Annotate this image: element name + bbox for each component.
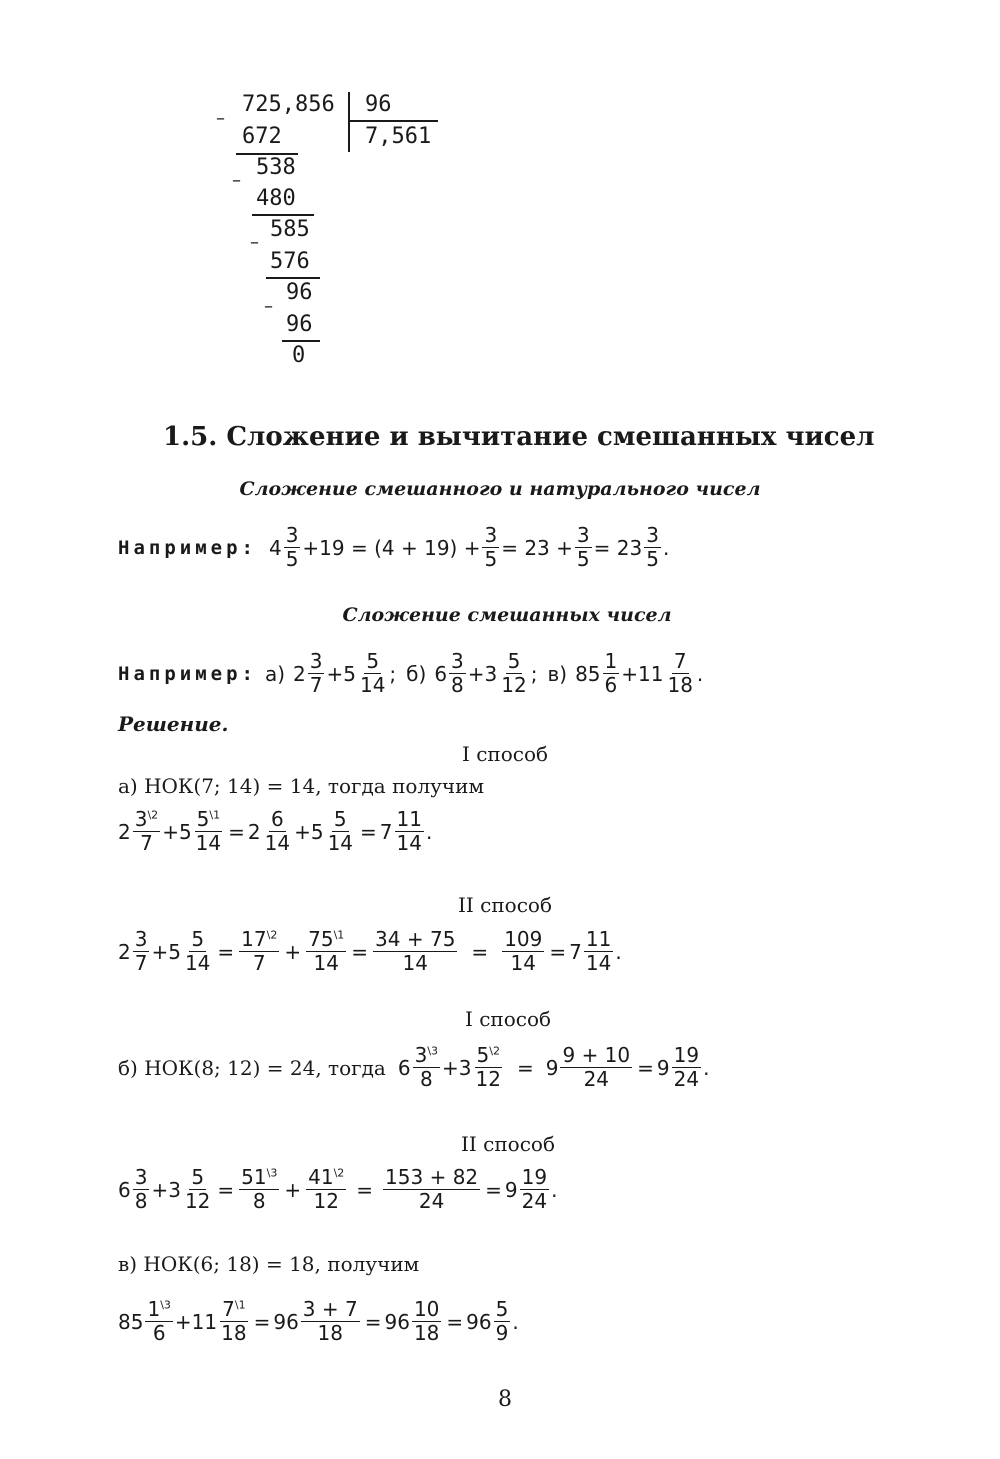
math-token: =: [516, 1055, 534, 1080]
math-token: 9: [656, 1055, 670, 1080]
fraction: [603, 650, 620, 697]
subsection-title-2: Сложение смешанных чисел: [342, 604, 672, 626]
fraction: [413, 1044, 440, 1091]
math-token: 3: [576, 523, 590, 547]
math-token: =: [471, 939, 489, 964]
math-token: $17^{\backslash 2}$: [241, 927, 278, 951]
math-token: 5: [191, 1165, 205, 1189]
math-token: +11: [174, 1309, 218, 1334]
math-token: =: [228, 819, 245, 844]
solution-a-method2: [118, 928, 622, 975]
math-token: 34 + 75: [375, 927, 456, 951]
math-token: 5: [646, 547, 659, 571]
division-step: 480: [256, 186, 296, 211]
math-token: 3 + 7: [302, 1297, 358, 1321]
math-token: 2: [247, 819, 261, 844]
fraction: [665, 650, 694, 697]
example-label: Например:: [118, 662, 257, 685]
math-token: 7: [140, 831, 153, 855]
division-vertical-line: [348, 92, 350, 152]
method-heading: I способ: [461, 742, 549, 766]
dividend: 725,856: [242, 92, 335, 117]
math-token: = 23 +: [501, 535, 573, 560]
math-token: 8: [419, 1067, 433, 1091]
math-token: $75^{\backslash 1}$: [308, 927, 345, 951]
page-number: 8: [498, 1387, 512, 1412]
math-token: 19: [521, 1165, 548, 1189]
math-token: 5: [196, 807, 210, 831]
math-token: 10: [413, 1297, 440, 1321]
math-token: 14: [510, 951, 536, 975]
solution-c: [118, 1298, 519, 1345]
fraction: [502, 928, 544, 975]
math-token: =: [637, 1055, 654, 1080]
math-token: 12: [501, 673, 527, 697]
math-token: +3: [151, 1177, 181, 1202]
math-token: 18: [413, 1321, 440, 1345]
division-step: 96: [286, 312, 313, 337]
math-token: 7: [252, 951, 266, 975]
math-token: 19: [673, 1043, 700, 1067]
math-token: $51^{\backslash 3}$: [241, 1165, 278, 1189]
math-token: =: [549, 939, 567, 964]
math-token: 2: [293, 661, 306, 686]
math-token: 3: [646, 523, 659, 547]
math-token: 3: [414, 1043, 428, 1067]
fraction: [326, 808, 355, 855]
math-token: 6: [270, 807, 284, 831]
math-token: 109: [504, 927, 543, 951]
division-step: 672: [242, 124, 282, 149]
math-token: 3: [134, 1165, 148, 1189]
fraction: [133, 1166, 150, 1213]
math-token: =: [356, 1177, 374, 1202]
section-title: 1.5. Сложение и вычитание смешанных чисел: [163, 422, 875, 452]
math-token: 7: [379, 819, 393, 844]
method-heading: II способ: [460, 1132, 555, 1156]
math-token: 12: [313, 1189, 339, 1213]
fraction: [584, 928, 613, 975]
division-step: 0: [292, 343, 306, 368]
division-step: 576: [270, 249, 310, 274]
math-token: +11: [621, 661, 664, 686]
math-token: 85: [118, 1309, 144, 1334]
fraction: [183, 1166, 212, 1213]
fraction: [575, 524, 592, 571]
math-token: 5: [484, 547, 498, 571]
math-token: 3: [134, 927, 148, 951]
division-rule: [252, 214, 314, 216]
minus-sign: –: [264, 296, 273, 317]
division-step: 538: [256, 155, 296, 180]
math-token: +3: [467, 661, 498, 686]
fraction: [412, 1298, 441, 1345]
math-token: 5: [285, 547, 299, 571]
fraction: [644, 524, 661, 571]
minus-sign: –: [216, 108, 225, 129]
math-token: 17: [241, 927, 267, 951]
fraction: [219, 1298, 248, 1345]
solution-line-b: б) НОК(8; 12) = 24, тогда: [118, 1055, 386, 1080]
fraction: [449, 650, 466, 697]
math-token: 6: [434, 661, 448, 686]
math-token: 75: [308, 927, 334, 951]
math-token: =: [351, 939, 369, 964]
math-token: а): [264, 661, 286, 686]
math-token: в): [547, 661, 568, 686]
fraction: [560, 1044, 632, 1091]
math-token: $7^{\backslash 1}$: [222, 1297, 246, 1321]
math-token: =: [360, 819, 377, 844]
math-token: 24: [583, 1067, 610, 1091]
math-token: .: [703, 1055, 710, 1080]
fraction: [263, 808, 292, 855]
math-token: 3: [451, 649, 464, 673]
math-token: +: [284, 1177, 302, 1202]
math-token: 14: [313, 951, 339, 975]
fraction: [373, 928, 457, 975]
fraction: [306, 1166, 346, 1213]
math-token: $5^{\backslash 1}$: [196, 807, 221, 831]
fraction: [133, 928, 150, 975]
math-token: =: [446, 1309, 464, 1334]
math-token: .: [662, 535, 670, 560]
math-token: +: [284, 939, 302, 964]
math-token: 41: [308, 1165, 334, 1189]
fraction: [133, 808, 160, 855]
math-token: =: [217, 939, 235, 964]
math-token: =: [217, 1177, 235, 1202]
math-token: $3^{\backslash 2}$: [134, 807, 159, 831]
math-token: 3: [285, 523, 299, 547]
fraction: [183, 928, 212, 975]
math-token: 7: [569, 939, 582, 964]
math-token: = 23: [593, 535, 643, 560]
math-token: 18: [317, 1321, 343, 1345]
math-token: 96: [384, 1309, 410, 1334]
solution-line-a: а) НОК(7; 14) = 14, тогда получим: [118, 774, 485, 798]
math-token: 2: [118, 819, 131, 844]
fraction: [494, 1298, 511, 1345]
minus-sign: –: [250, 232, 259, 253]
math-token: 11: [396, 807, 422, 831]
math-token: 51: [241, 1165, 267, 1189]
math-token: +5: [294, 819, 324, 844]
math-token: 11: [585, 927, 612, 951]
division-rule: [266, 277, 320, 279]
math-token: 8: [134, 1189, 148, 1213]
math-token: 14: [585, 951, 612, 975]
math-token: =: [253, 1309, 271, 1334]
math-token: 3: [134, 807, 148, 831]
math-token: 2: [118, 939, 131, 964]
example-1: [118, 524, 669, 571]
math-token: 8: [451, 673, 464, 697]
fraction: [383, 1166, 480, 1213]
fraction: [145, 1298, 172, 1345]
fraction: [308, 650, 325, 697]
solution-b-method1: [118, 1044, 709, 1091]
fraction: [194, 808, 223, 855]
math-token: 5: [576, 547, 590, 571]
math-token: =: [485, 1177, 502, 1202]
math-token: 14: [195, 831, 222, 855]
math-token: 3: [484, 523, 498, 547]
math-token: 96: [466, 1309, 492, 1334]
math-token: .: [551, 1177, 558, 1202]
fraction: [284, 524, 301, 571]
math-token: ;: [389, 661, 397, 686]
fraction: [358, 650, 387, 697]
solution-line-c: в) НОК(6; 18) = 18, получим: [118, 1252, 420, 1276]
method-heading: I способ: [464, 1007, 552, 1031]
math-token: $3^{\backslash 3}$: [414, 1043, 439, 1067]
math-token: 5: [476, 1043, 490, 1067]
math-token: 18: [667, 673, 693, 697]
math-token: 24: [418, 1189, 445, 1213]
method-heading: II способ: [457, 893, 552, 917]
minus-sign: –: [232, 170, 241, 191]
math-token: 5: [495, 1297, 509, 1321]
solution-label: Решение.: [118, 712, 229, 736]
math-token: 18: [221, 1321, 247, 1345]
math-token: +5: [162, 819, 192, 844]
math-token: 5: [507, 649, 521, 673]
math-token: 6: [604, 673, 618, 697]
fraction: [474, 1044, 503, 1091]
math-token: 5: [191, 927, 205, 951]
math-token: 5: [366, 649, 380, 673]
math-token: 12: [184, 1189, 211, 1213]
math-token: 153 + 82: [385, 1165, 479, 1189]
math-token: 85: [575, 661, 601, 686]
math-token: $5^{\backslash 2}$: [476, 1043, 500, 1067]
math-token: 24: [521, 1189, 548, 1213]
fraction: [239, 928, 279, 975]
math-token: 7: [309, 673, 323, 697]
fraction: [239, 1166, 279, 1213]
math-token: 9: [504, 1177, 518, 1202]
math-token: 6: [118, 1177, 131, 1202]
solution-a-method1: [118, 808, 432, 855]
math-token: 12: [475, 1067, 501, 1091]
fraction: [482, 524, 499, 571]
math-token: ;: [530, 661, 538, 686]
math-token: 9: [545, 1055, 559, 1080]
math-token: 4: [268, 535, 282, 560]
math-token: 14: [402, 951, 428, 975]
math-token: 7: [673, 649, 687, 673]
math-token: 1: [604, 649, 618, 673]
divisor: 96: [365, 92, 392, 117]
fraction: [306, 928, 346, 975]
math-token: 14: [327, 831, 354, 855]
math-token: +3: [442, 1055, 472, 1080]
math-token: 1: [147, 1297, 161, 1321]
math-token: 14: [396, 831, 422, 855]
math-token: +5: [326, 661, 356, 686]
math-token: 24: [673, 1067, 700, 1091]
math-token: 14: [359, 673, 386, 697]
fraction: [520, 1166, 549, 1213]
division-step: 585: [270, 217, 310, 242]
math-token: .: [615, 939, 622, 964]
fraction: [395, 808, 424, 855]
example-2: [118, 650, 703, 697]
math-token: б): [406, 661, 427, 686]
math-token: 9 + 10: [562, 1043, 631, 1067]
math-token: 3: [309, 649, 323, 673]
fraction: [301, 1298, 360, 1345]
math-token: 5: [333, 807, 347, 831]
math-token: .: [512, 1309, 519, 1334]
solution-b-method2: [118, 1166, 557, 1213]
math-token: 14: [264, 831, 291, 855]
example-label: Например:: [118, 536, 257, 559]
subsection-title-1: Сложение смешанного и натурального чисел: [239, 478, 761, 500]
math-token: 96: [273, 1309, 299, 1334]
divisor-line: [348, 120, 438, 122]
math-token: 7: [222, 1297, 235, 1321]
math-token: +5: [151, 939, 181, 964]
division-step: 96: [286, 280, 313, 305]
math-token: 8: [252, 1189, 266, 1213]
math-token: 9: [495, 1321, 509, 1345]
math-token: $41^{\backslash 2}$: [308, 1165, 345, 1189]
math-token: .: [696, 661, 704, 686]
fraction: [499, 650, 528, 697]
division-rule: [282, 340, 320, 342]
fraction: [672, 1044, 701, 1091]
math-token: 14: [184, 951, 211, 975]
math-token: .: [425, 819, 433, 844]
math-token: $1^{\backslash 3}$: [147, 1297, 171, 1321]
quotient: 7,561: [365, 124, 432, 149]
math-token: +19 = (4 + 19) +: [302, 535, 481, 560]
math-token: 7: [134, 951, 148, 975]
math-token: 6: [397, 1055, 411, 1080]
math-token: 6: [152, 1321, 166, 1345]
math-token: =: [364, 1309, 382, 1334]
